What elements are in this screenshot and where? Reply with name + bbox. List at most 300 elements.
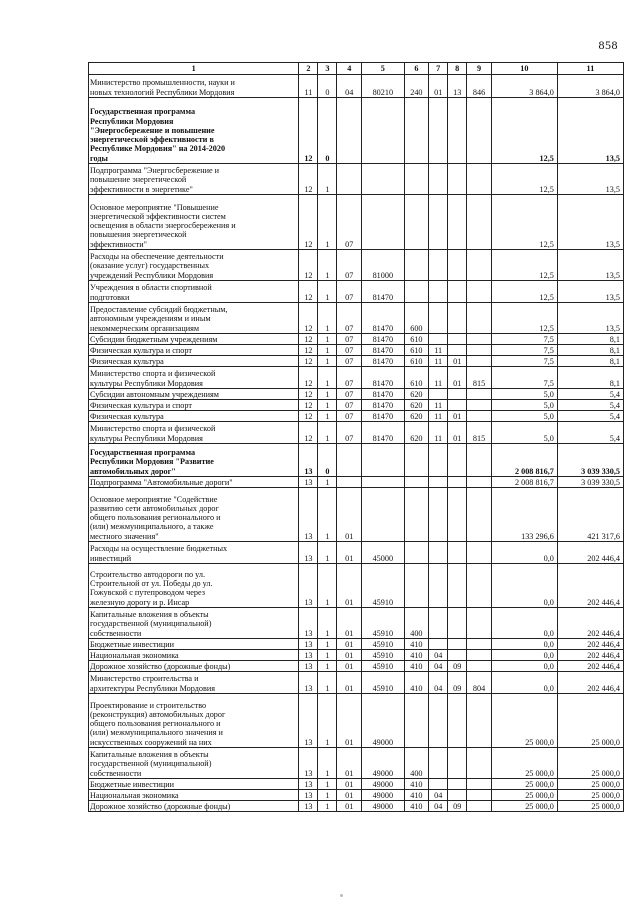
row-name: Капитальные вложения в объекты государственной (муниципальной) собственности xyxy=(89,608,299,639)
table-row xyxy=(89,303,624,334)
col-7-code: 11 xyxy=(429,422,448,444)
col-8-code: 09 xyxy=(448,661,467,672)
col-5-code: 81470 xyxy=(362,411,405,422)
col-10-sum: 2 008 816,7 xyxy=(491,477,557,488)
col-9-code xyxy=(467,779,492,790)
col-10-sum: 7,5 xyxy=(491,334,557,345)
col-3-code: 1 xyxy=(318,608,337,639)
col-10-sum: 25 000,0 xyxy=(491,779,557,790)
col-9-code xyxy=(467,801,492,812)
row-name: Национальная экономика xyxy=(89,650,299,661)
col-2-code: 12 xyxy=(299,98,318,164)
col-3-code: 1 xyxy=(318,334,337,345)
col-2-code: 12 xyxy=(299,422,318,444)
col-8-code xyxy=(448,488,467,542)
col-9-code xyxy=(467,334,492,345)
col-4-code: 07 xyxy=(337,389,362,400)
col-3-code: 1 xyxy=(318,661,337,672)
col-6-code xyxy=(404,195,429,250)
col-10-sum: 5,0 xyxy=(491,422,557,444)
col-6-code: 620 xyxy=(404,411,429,422)
col-6-code xyxy=(404,488,429,542)
col-6-code: 410 xyxy=(404,639,429,650)
col-5-code xyxy=(362,477,405,488)
col-3-code: 0 xyxy=(318,98,337,164)
col-2-code: 13 xyxy=(299,801,318,812)
col-6-code: 400 xyxy=(404,748,429,779)
col-5-code: 45910 xyxy=(362,639,405,650)
col-6-code xyxy=(404,444,429,477)
col-4-code: 07 xyxy=(337,334,362,345)
header-cell: 6 xyxy=(404,63,429,75)
col-3-code: 1 xyxy=(318,195,337,250)
col-5-code: 49000 xyxy=(362,801,405,812)
col-9-code xyxy=(467,281,492,303)
col-9-code xyxy=(467,542,492,564)
col-9-code xyxy=(467,444,492,477)
col-6-code: 410 xyxy=(404,790,429,801)
col-7-code xyxy=(429,694,448,748)
col-11-sum: 25 000,0 xyxy=(557,779,623,790)
col-7-code: 11 xyxy=(429,345,448,356)
col-11-sum: 8,1 xyxy=(557,345,623,356)
col-10-sum: 12,5 xyxy=(491,164,557,195)
header-cell: 1 xyxy=(89,63,299,75)
col-11-sum: 202 446,4 xyxy=(557,650,623,661)
col-5-code: 81470 xyxy=(362,422,405,444)
col-3-code: 1 xyxy=(318,367,337,389)
col-3-code: 1 xyxy=(318,281,337,303)
table-row xyxy=(89,345,624,356)
col-8-code xyxy=(448,164,467,195)
col-7-code: 01 xyxy=(429,75,448,98)
col-6-code xyxy=(404,694,429,748)
row-name: Расходы на обеспечение деятельности (оказание услуг) государственных учреждений Республики Мордовия xyxy=(89,250,299,281)
col-11-sum: 13,5 xyxy=(557,164,623,195)
col-11-sum: 202 446,4 xyxy=(557,608,623,639)
row-name: Расходы на осуществление бюджетных инвестиций xyxy=(89,542,299,564)
col-7-code xyxy=(429,564,448,608)
table-row xyxy=(89,650,624,661)
col-10-sum: 0,0 xyxy=(491,564,557,608)
col-4-code: 07 xyxy=(337,400,362,411)
col-8-code xyxy=(448,281,467,303)
col-11-sum: 13,5 xyxy=(557,303,623,334)
col-7-code xyxy=(429,542,448,564)
col-3-code: 1 xyxy=(318,672,337,694)
col-5-code: 80210 xyxy=(362,75,405,98)
col-3-code: 1 xyxy=(318,389,337,400)
col-3-code: 1 xyxy=(318,650,337,661)
col-8-code xyxy=(448,303,467,334)
col-5-code xyxy=(362,488,405,542)
col-7-code xyxy=(429,250,448,281)
row-name: Основное мероприятие "Повышение энергетической эффективности систем освещения в области энергосбережения и повышения энергетической эффективности" xyxy=(89,195,299,250)
col-3-code: 1 xyxy=(318,422,337,444)
col-2-code: 12 xyxy=(299,281,318,303)
row-name: Дорожное хозяйство (дорожные фонды) xyxy=(89,661,299,672)
col-11-sum: 202 446,4 xyxy=(557,672,623,694)
row-name: Национальная экономика xyxy=(89,790,299,801)
row-name: Государственная программа Республики Мордовия "Энергосбережение и повышение энергетической эффективности в Республике Мордовия" на 2014-2020 годы xyxy=(89,98,299,164)
row-name: Министерство спорта и физической культуры Республики Мордовия xyxy=(89,422,299,444)
col-8-code xyxy=(448,748,467,779)
col-10-sum: 25 000,0 xyxy=(491,790,557,801)
col-10-sum: 3 864,0 xyxy=(491,75,557,98)
col-4-code: 01 xyxy=(337,672,362,694)
table-row xyxy=(89,608,624,639)
col-7-code xyxy=(429,608,448,639)
col-9-code xyxy=(467,195,492,250)
table-row xyxy=(89,334,624,345)
col-8-code: 09 xyxy=(448,672,467,694)
col-6-code: 410 xyxy=(404,650,429,661)
col-2-code: 12 xyxy=(299,334,318,345)
col-9-code: 815 xyxy=(467,422,492,444)
col-4-code: 07 xyxy=(337,250,362,281)
col-11-sum: 421 317,6 xyxy=(557,488,623,542)
col-6-code: 410 xyxy=(404,779,429,790)
col-11-sum: 25 000,0 xyxy=(557,790,623,801)
col-5-code: 81470 xyxy=(362,303,405,334)
table-row xyxy=(89,281,624,303)
header-cell: 7 xyxy=(429,63,448,75)
header-cell: 9 xyxy=(467,63,492,75)
col-11-sum: 13,5 xyxy=(557,250,623,281)
col-11-sum: 5,4 xyxy=(557,389,623,400)
header-cell: 8 xyxy=(448,63,467,75)
col-7-code xyxy=(429,779,448,790)
col-7-code xyxy=(429,444,448,477)
col-4-code: 01 xyxy=(337,608,362,639)
table-row xyxy=(89,488,624,542)
row-name: Министерство спорта и физической культуры Республики Мордовия xyxy=(89,367,299,389)
col-3-code: 1 xyxy=(318,694,337,748)
col-9-code xyxy=(467,694,492,748)
col-10-sum: 0,0 xyxy=(491,639,557,650)
col-10-sum: 25 000,0 xyxy=(491,801,557,812)
col-8-code: 01 xyxy=(448,367,467,389)
col-6-code xyxy=(404,542,429,564)
col-11-sum: 202 446,4 xyxy=(557,542,623,564)
col-9-code xyxy=(467,389,492,400)
table-row xyxy=(89,444,624,477)
col-5-code: 81470 xyxy=(362,367,405,389)
col-9-code xyxy=(467,639,492,650)
col-3-code: 1 xyxy=(318,488,337,542)
col-10-sum: 5,0 xyxy=(491,400,557,411)
col-7-code xyxy=(429,303,448,334)
table-row xyxy=(89,694,624,748)
budget-table xyxy=(88,62,624,812)
col-10-sum: 12,5 xyxy=(491,195,557,250)
col-8-code: 01 xyxy=(448,422,467,444)
row-name: Проектирование и строительство (реконструкция) автомобильных дорог общего пользования регионального и (или) межмуниципального значения и искусственных сооружений на них xyxy=(89,694,299,748)
col-11-sum: 13,5 xyxy=(557,98,623,164)
col-11-sum: 8,1 xyxy=(557,367,623,389)
col-4-code xyxy=(337,98,362,164)
col-10-sum: 12,5 xyxy=(491,98,557,164)
table-row xyxy=(89,250,624,281)
col-4-code: 01 xyxy=(337,748,362,779)
col-3-code: 1 xyxy=(318,356,337,367)
col-5-code: 81470 xyxy=(362,334,405,345)
row-name: Строительство автодороги по ул. Строительной от ул. Победы до ул. Гожувской с путепроводом через железную дорогу и р. Инсар xyxy=(89,564,299,608)
col-11-sum: 5,4 xyxy=(557,422,623,444)
col-7-code xyxy=(429,334,448,345)
col-3-code: 1 xyxy=(318,801,337,812)
col-9-code xyxy=(467,411,492,422)
col-5-code: 45000 xyxy=(362,542,405,564)
col-5-code: 49000 xyxy=(362,790,405,801)
col-4-code: 01 xyxy=(337,650,362,661)
col-2-code: 12 xyxy=(299,345,318,356)
table-row xyxy=(89,98,624,164)
table-row xyxy=(89,356,624,367)
col-5-code xyxy=(362,98,405,164)
col-2-code: 12 xyxy=(299,356,318,367)
row-name: Капитальные вложения в объекты государственной (муниципальной) собственности xyxy=(89,748,299,779)
col-2-code: 12 xyxy=(299,400,318,411)
col-10-sum: 2 008 816,7 xyxy=(491,444,557,477)
col-11-sum: 8,1 xyxy=(557,334,623,345)
col-8-code xyxy=(448,250,467,281)
table-row xyxy=(89,790,624,801)
col-7-code: 04 xyxy=(429,661,448,672)
col-6-code: 400 xyxy=(404,608,429,639)
col-9-code: 804 xyxy=(467,672,492,694)
col-5-code: 49000 xyxy=(362,694,405,748)
col-6-code: 620 xyxy=(404,422,429,444)
table-row xyxy=(89,542,624,564)
table-row xyxy=(89,75,624,98)
col-5-code: 49000 xyxy=(362,748,405,779)
col-8-code xyxy=(448,650,467,661)
col-7-code: 11 xyxy=(429,400,448,411)
col-2-code: 13 xyxy=(299,608,318,639)
col-8-code xyxy=(448,790,467,801)
col-6-code: 620 xyxy=(404,400,429,411)
col-10-sum: 7,5 xyxy=(491,345,557,356)
col-8-code: 09 xyxy=(448,801,467,812)
col-9-code xyxy=(467,790,492,801)
col-11-sum: 25 000,0 xyxy=(557,694,623,748)
col-3-code: 0 xyxy=(318,75,337,98)
col-10-sum: 25 000,0 xyxy=(491,694,557,748)
row-name: Подпрограмма "Автомобильные дороги" xyxy=(89,477,299,488)
col-2-code: 11 xyxy=(299,75,318,98)
col-10-sum: 5,0 xyxy=(491,411,557,422)
col-9-code xyxy=(467,164,492,195)
col-2-code: 13 xyxy=(299,748,318,779)
col-7-code: 11 xyxy=(429,411,448,422)
col-3-code: 1 xyxy=(318,564,337,608)
col-6-code: 610 xyxy=(404,356,429,367)
col-5-code: 81470 xyxy=(362,400,405,411)
col-7-code: 04 xyxy=(429,672,448,694)
col-6-code xyxy=(404,281,429,303)
col-4-code xyxy=(337,444,362,477)
header-cell: 2 xyxy=(299,63,318,75)
col-8-code xyxy=(448,345,467,356)
col-9-code xyxy=(467,477,492,488)
col-7-code: 11 xyxy=(429,367,448,389)
col-8-code: 13 xyxy=(448,75,467,98)
col-11-sum: 3 864,0 xyxy=(557,75,623,98)
col-4-code: 01 xyxy=(337,801,362,812)
row-name: Физическая культура и спорт xyxy=(89,345,299,356)
col-2-code: 13 xyxy=(299,444,318,477)
col-11-sum: 25 000,0 xyxy=(557,801,623,812)
col-7-code xyxy=(429,477,448,488)
col-2-code: 13 xyxy=(299,488,318,542)
row-name: Предоставление субсидий бюджетным, автономным учреждениям и иным некоммерческим организациям xyxy=(89,303,299,334)
col-9-code: 846 xyxy=(467,75,492,98)
col-6-code: 610 xyxy=(404,334,429,345)
table-row xyxy=(89,411,624,422)
col-2-code: 13 xyxy=(299,477,318,488)
table-row xyxy=(89,164,624,195)
col-5-code: 81470 xyxy=(362,345,405,356)
col-4-code: 01 xyxy=(337,564,362,608)
col-4-code: 07 xyxy=(337,195,362,250)
scan-speck xyxy=(340,894,343,897)
row-name: Министерство строительства и архитектуры Республики Мордовия xyxy=(89,672,299,694)
col-10-sum: 0,0 xyxy=(491,650,557,661)
col-10-sum: 0,0 xyxy=(491,608,557,639)
col-8-code xyxy=(448,400,467,411)
col-6-code: 240 xyxy=(404,75,429,98)
col-9-code xyxy=(467,564,492,608)
col-6-code: 610 xyxy=(404,345,429,356)
col-2-code: 13 xyxy=(299,694,318,748)
row-name: Подпрограмма "Энергосбережение и повышение энергетической эффективности в энергетике" xyxy=(89,164,299,195)
col-11-sum: 13,5 xyxy=(557,281,623,303)
col-2-code: 13 xyxy=(299,639,318,650)
col-2-code: 13 xyxy=(299,779,318,790)
col-7-code xyxy=(429,281,448,303)
col-6-code: 610 xyxy=(404,367,429,389)
col-4-code: 07 xyxy=(337,367,362,389)
col-4-code: 01 xyxy=(337,790,362,801)
col-8-code xyxy=(448,608,467,639)
col-7-code: 04 xyxy=(429,801,448,812)
col-9-code xyxy=(467,98,492,164)
col-9-code xyxy=(467,488,492,542)
col-8-code xyxy=(448,98,467,164)
col-2-code: 13 xyxy=(299,564,318,608)
col-2-code: 13 xyxy=(299,650,318,661)
col-11-sum: 5,4 xyxy=(557,411,623,422)
col-5-code: 81470 xyxy=(362,281,405,303)
col-4-code xyxy=(337,477,362,488)
col-8-code xyxy=(448,542,467,564)
col-8-code xyxy=(448,477,467,488)
col-3-code: 1 xyxy=(318,345,337,356)
table-row xyxy=(89,779,624,790)
col-10-sum: 12,5 xyxy=(491,281,557,303)
col-10-sum: 7,5 xyxy=(491,356,557,367)
col-2-code: 12 xyxy=(299,367,318,389)
col-6-code xyxy=(404,98,429,164)
col-11-sum: 13,5 xyxy=(557,195,623,250)
table-row xyxy=(89,400,624,411)
col-8-code: 01 xyxy=(448,411,467,422)
col-4-code: 01 xyxy=(337,488,362,542)
col-8-code xyxy=(448,195,467,250)
col-5-code: 81470 xyxy=(362,389,405,400)
col-10-sum: 25 000,0 xyxy=(491,748,557,779)
col-2-code: 13 xyxy=(299,790,318,801)
col-10-sum: 133 296,6 xyxy=(491,488,557,542)
col-3-code: 1 xyxy=(318,250,337,281)
col-7-code: 04 xyxy=(429,790,448,801)
header-cell: 4 xyxy=(337,63,362,75)
col-6-code xyxy=(404,564,429,608)
row-name: Дорожное хозяйство (дорожные фонды) xyxy=(89,801,299,812)
col-2-code: 13 xyxy=(299,542,318,564)
col-9-code xyxy=(467,400,492,411)
col-7-code xyxy=(429,748,448,779)
col-7-code: 04 xyxy=(429,650,448,661)
col-11-sum: 25 000,0 xyxy=(557,748,623,779)
col-5-code: 45910 xyxy=(362,650,405,661)
col-6-code xyxy=(404,477,429,488)
col-4-code: 01 xyxy=(337,779,362,790)
col-7-code xyxy=(429,488,448,542)
col-4-code xyxy=(337,164,362,195)
col-10-sum: 0,0 xyxy=(491,661,557,672)
col-11-sum: 5,4 xyxy=(557,400,623,411)
col-4-code: 01 xyxy=(337,542,362,564)
col-3-code: 1 xyxy=(318,639,337,650)
col-3-code: 1 xyxy=(318,790,337,801)
col-3-code: 1 xyxy=(318,164,337,195)
col-6-code xyxy=(404,250,429,281)
table-row xyxy=(89,564,624,608)
col-4-code: 07 xyxy=(337,281,362,303)
col-4-code: 07 xyxy=(337,411,362,422)
col-8-code xyxy=(448,334,467,345)
header-cell: 10 xyxy=(491,63,557,75)
table-row xyxy=(89,801,624,812)
col-5-code xyxy=(362,164,405,195)
col-7-code: 11 xyxy=(429,356,448,367)
row-name: Физическая культура xyxy=(89,356,299,367)
col-3-code: 1 xyxy=(318,477,337,488)
col-8-code xyxy=(448,444,467,477)
col-9-code xyxy=(467,748,492,779)
col-3-code: 1 xyxy=(318,542,337,564)
col-7-code xyxy=(429,195,448,250)
col-6-code: 410 xyxy=(404,801,429,812)
col-2-code: 12 xyxy=(299,389,318,400)
table-row xyxy=(89,389,624,400)
col-4-code: 07 xyxy=(337,303,362,334)
col-10-sum: 12,5 xyxy=(491,250,557,281)
table-row xyxy=(89,748,624,779)
table-row xyxy=(89,195,624,250)
col-5-code: 49000 xyxy=(362,779,405,790)
col-9-code xyxy=(467,250,492,281)
col-11-sum: 8,1 xyxy=(557,356,623,367)
col-5-code: 45910 xyxy=(362,661,405,672)
col-2-code: 12 xyxy=(299,195,318,250)
col-3-code: 1 xyxy=(318,748,337,779)
row-name: Министерство промышленности, науки и новых технологий Республики Мордовия xyxy=(89,75,299,98)
col-6-code xyxy=(404,164,429,195)
col-10-sum: 5,0 xyxy=(491,389,557,400)
